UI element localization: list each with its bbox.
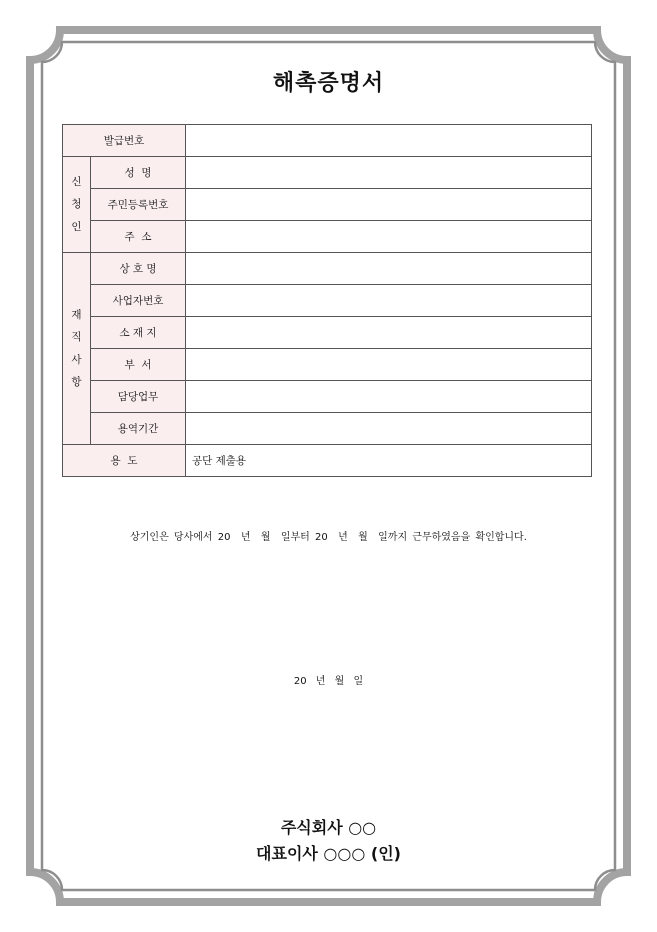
- label-department: 부 서: [91, 349, 186, 381]
- label-purpose: 용 도: [63, 445, 186, 477]
- row-name: [63, 157, 592, 189]
- label-service-period: 용역기간: [91, 413, 186, 445]
- group-applicant-char: 청: [71, 198, 82, 211]
- label-resident-no: 주민등록번호: [91, 189, 186, 221]
- group-employment-char: 재: [71, 308, 82, 321]
- row-duty: [63, 381, 592, 413]
- row-department: [63, 349, 592, 381]
- certificate-form-table: [62, 124, 592, 477]
- field-department[interactable]: [186, 349, 592, 381]
- field-location[interactable]: [186, 317, 592, 349]
- label-issue-no: 발급번호: [63, 125, 186, 157]
- document-title: 해촉증명서: [272, 71, 385, 96]
- field-company-name[interactable]: [186, 253, 592, 285]
- row-address: [63, 221, 592, 253]
- label-company-name: 상 호 명: [91, 253, 186, 285]
- row-resident-no: [63, 189, 592, 221]
- group-employment-char: 직: [71, 331, 82, 343]
- group-applicant-char: 인: [71, 220, 82, 233]
- row-purpose: [63, 445, 592, 477]
- confirmation-statement: 상기인은 당사에서 20 년 월 일부터 20 년 월 일까지 근무하였음을 확인합니다.: [130, 532, 527, 543]
- row-service-period: [63, 413, 592, 445]
- ceo-signature-line: 대표이사 ○○○ (인): [256, 844, 401, 863]
- label-address: 주 소: [91, 221, 186, 253]
- field-resident-no[interactable]: [186, 189, 592, 221]
- label-duty: 담당업무: [91, 381, 186, 413]
- field-address[interactable]: [186, 221, 592, 253]
- company-name-line: 주식회사 ○○: [280, 818, 377, 837]
- group-employment-char: 사: [71, 353, 82, 366]
- field-service-period[interactable]: [186, 413, 592, 445]
- group-employment: [63, 253, 91, 445]
- field-name[interactable]: [186, 157, 592, 189]
- row-business-no: [63, 285, 592, 317]
- label-business-no: 사업자번호: [91, 285, 186, 317]
- field-issue-no[interactable]: [186, 125, 592, 157]
- label-name: 성 명: [91, 157, 186, 189]
- label-location: 소 재 지: [91, 317, 186, 349]
- row-issue-no: [63, 125, 592, 157]
- group-applicant-char: 신: [71, 175, 82, 188]
- row-company-name: [63, 253, 592, 285]
- issue-date-line: 20 년 월 일: [293, 676, 364, 687]
- field-business-no[interactable]: [186, 285, 592, 317]
- group-applicant: [63, 157, 91, 253]
- group-employment-char: 항: [71, 376, 82, 388]
- row-location: [63, 317, 592, 349]
- field-purpose[interactable]: 공단 제출용: [186, 445, 592, 477]
- field-duty[interactable]: [186, 381, 592, 413]
